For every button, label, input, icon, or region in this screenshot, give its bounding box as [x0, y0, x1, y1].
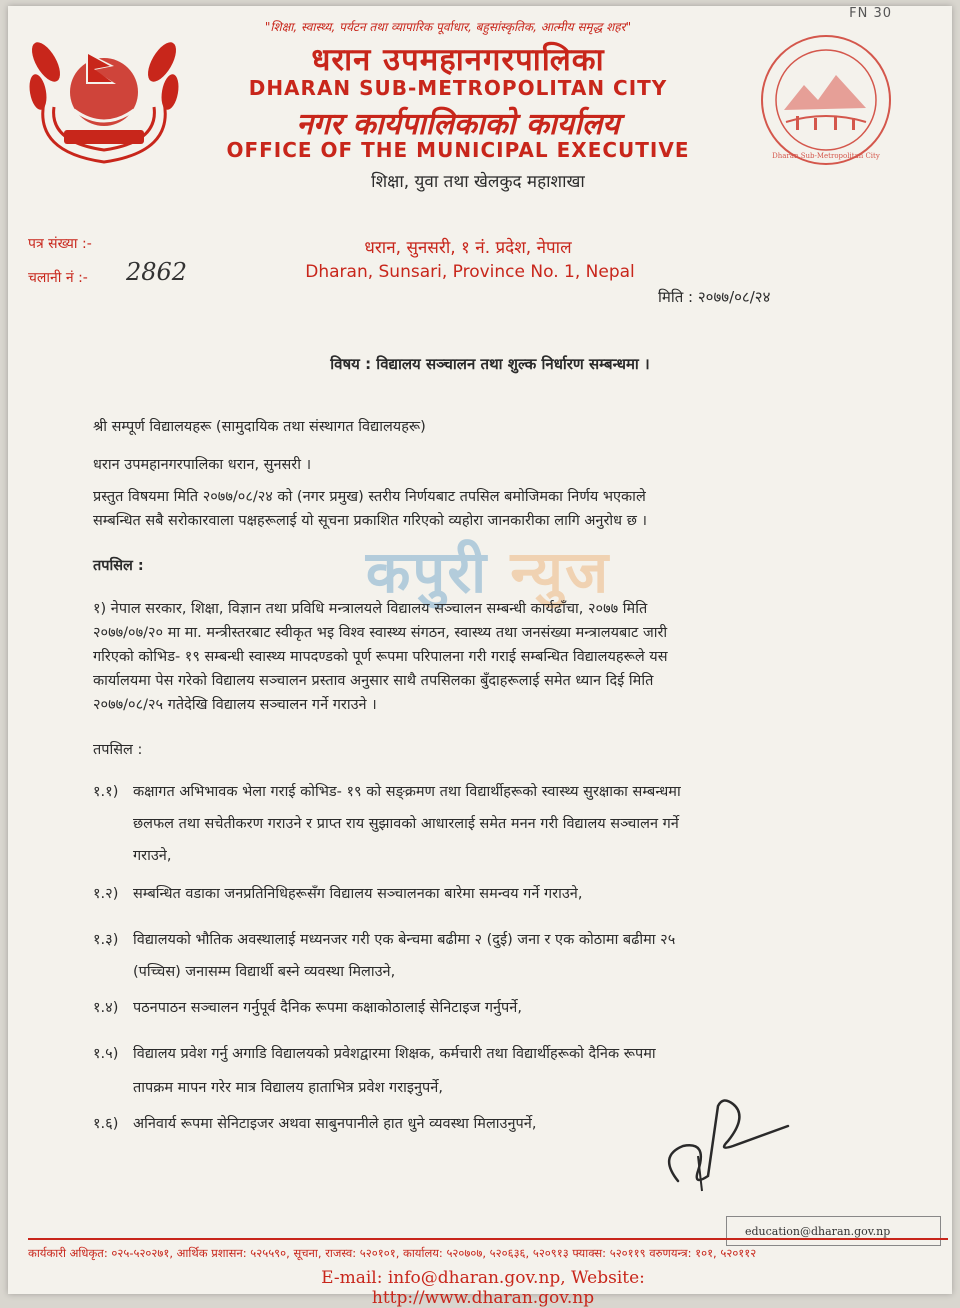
item-text: सम्बन्धित वडाका जनप्रतिनिधिहरूसँग विद्यालय सञ्चालनका बारेमा समन्वय गर्ने गराउने, [133, 886, 583, 902]
recipient-line-2: धरान उपमहानगरपालिका धरान, सुनसरी । [93, 457, 312, 473]
item-number: १.२) [93, 886, 119, 902]
address-english: Dharan, Sunsari, Province No. 1, Nepal [305, 262, 635, 282]
point-1-paragraph [93, 597, 863, 717]
address-nepali: धरान, सुनसरी, १ नं. प्रदेश, नेपाल [364, 238, 572, 258]
letter-date: मिति : २०७७/०८/२४ [658, 288, 771, 306]
seal-text: Dharan Sub-Metropolitan City [772, 152, 880, 160]
item-text: कक्षागत अभिभावक भेला गराई कोभिड- १९ को सङ्क्रमण तथा विद्यार्थीहरूको स्वास्थ्य सुरक्षाका सम्बन्धमा [133, 784, 681, 800]
item-text: अनिवार्य रूपमा सेनिटाइजर अथवा साबुनपानीले हात धुने व्यवस्था मिलाउनुपर्ने, [133, 1116, 537, 1132]
item-number: १.३) [93, 932, 119, 948]
point-1-line: १) नेपाल सरकार, शिक्षा, विज्ञान तथा प्रविधि मन्त्रालयले विद्यालय सञ्चालन सम्बन्धी कार्यढाँचा, २०७७ मिति [93, 601, 648, 617]
branch-name: शिक्षा, युवा तथा खेलकुद महाशाखा [371, 172, 585, 192]
footer-email-website: E-mail: info@dharan.gov.np, Website: http://www.dharan.gov.np [321, 1268, 645, 1308]
signature-icon [638, 1086, 798, 1196]
point-1-line: गरिएको कोभिड- १९ सम्बन्धी स्वास्थ्य मापदण्डको पूर्ण रूपमा परिपालना गरी गराई सम्बन्धित विद्यालयहरूले यस [93, 649, 668, 665]
item-text: विद्यालयको भौतिक अवस्थालाई मध्यनजर गरी एक बेन्चमा बढीमा २ (दुई) जना र एक कोठामा बढीमा २५ [133, 932, 676, 948]
education-email-stamp: education@dharan.gov.np [726, 1216, 941, 1246]
municipal-emblem-icon [24, 22, 184, 172]
sub-tapasil-heading: तपसिल : [93, 742, 143, 758]
intro-line: सम्बन्धित सबै सरोकारवाला पक्षहरूलाई यो सूचना प्रकाशित गरिएको व्यहोरा जानकारीका लागि अनुरोध छ । [93, 513, 647, 529]
slogan: "शिक्षा, स्वास्थ्य, पर्यटन तथा व्यापारिक पूर्वाधार, बहुसांस्कृतिक, आत्मीय समृद्ध शहर" [264, 20, 632, 34]
item-number: १.५) [93, 1046, 119, 1062]
footer-divider [28, 1238, 948, 1240]
intro-line: प्रस्तुत विषयमा मिति २०७७/०८/२४ को (नगर प्रमुख) स्तरीय निर्णयबाट तपसिल बमोजिमका निर्णय भएकाले [93, 489, 646, 505]
office-title-nepali: नगर कार्यपालिकाको कार्यालय [296, 107, 620, 142]
intro-paragraph [93, 485, 863, 533]
item-number: १.६) [93, 1116, 119, 1132]
list-item [93, 776, 863, 872]
point-1-line: कार्यालयमा पेस गरेको विद्यालय सञ्चालन प्रस्ताव अनुसार साथै तपसिलका बुँदाहरूलाई समेत ध्यान दिई मिति [93, 673, 654, 689]
chalani-label: चलानी नं :- [28, 270, 88, 286]
letter-subject: विषय : विद्यालय सञ्चालन तथा शुल्क निर्धारण सम्बन्धमा । [330, 355, 650, 373]
title-nepali: धरान उपमहानगरपालिका [311, 42, 605, 78]
recipient-line-1: श्री सम्पूर्ण विद्यालयहरू (सामुदायिक तथा संस्थागत विद्यालयहरू) [93, 419, 426, 435]
point-1-line: २०७७/०७/२० मा मा. मन्त्रीस्तरबाट स्वीकृत भइ विश्व स्वास्थ्य संगठन, स्वास्थ्य तथा जनसंख्या मन्त्रालयबाट जारी [93, 625, 668, 641]
dharan-seal-icon [756, 30, 896, 170]
item-text: गराउने, [133, 848, 172, 864]
item-number: १.४) [93, 1000, 119, 1016]
item-text: तापक्रम मापन गरेर मात्र विद्यालय हाताभित्र प्रवेश गराइनुपर्ने, [133, 1080, 443, 1096]
news-watermark [278, 530, 698, 606]
footer-contacts: कार्यकारी अधिकृत: ०२५-५२०२७१, आर्थिक प्रशासन: ५२५५९०, सूचना, राजस्व: ५२०१०१, कार्यालय: ५२०७०७, ५२०६३६, ५२०९१३ फ्याक्स: ५२०११९ वरुणयन्त्र: १०१, ५२०११२ [28, 1246, 757, 1260]
item-text: छलफल तथा सचेतीकरण गराउने र प्राप्त राय सुझावको आधारलाई समेत मनन गरी विद्यालय सञ्चालन गर्ने [133, 816, 679, 832]
item-number: १.१) [93, 784, 119, 800]
list-item [93, 882, 863, 906]
patra-sankhya-label: पत्र संख्या :- [28, 236, 92, 252]
point-1-line: २०७७/०८/२५ गतेदेखि विद्यालय सञ्चालन गर्ने गराउने । [93, 697, 377, 713]
office-title-english: OFFICE OF THE MUNICIPAL EXECUTIVE [226, 138, 690, 162]
chalani-number: 2862 [126, 258, 188, 286]
form-code: FN 30 [849, 6, 892, 21]
item-text: (पच्चिस) जनासम्म विद्यार्थी बस्ने व्यवस्था मिलाउने, [133, 964, 396, 980]
title-english: DHARAN SUB-METROPOLITAN CITY [248, 76, 668, 100]
list-item [93, 924, 863, 988]
watermark-part-2: न्युज [510, 538, 611, 606]
tapasil-heading: तपसिल : [93, 558, 144, 574]
letter-page [8, 6, 952, 1308]
item-text: पठनपाठन सञ्चालन गर्नुपूर्व दैनिक रूपमा कक्षाकोठालाई सेनिटाइज गर्नुपर्ने, [133, 1000, 522, 1016]
item-text: विद्यालय प्रवेश गर्नु अगाडि विद्यालयको प्रवेशद्वारमा शिक्षक, कर्मचारी तथा विद्यार्थीहरूको दैनिक रूपमा [133, 1046, 656, 1062]
watermark-part-1: कपुरी [365, 538, 489, 606]
list-item [93, 996, 863, 1020]
